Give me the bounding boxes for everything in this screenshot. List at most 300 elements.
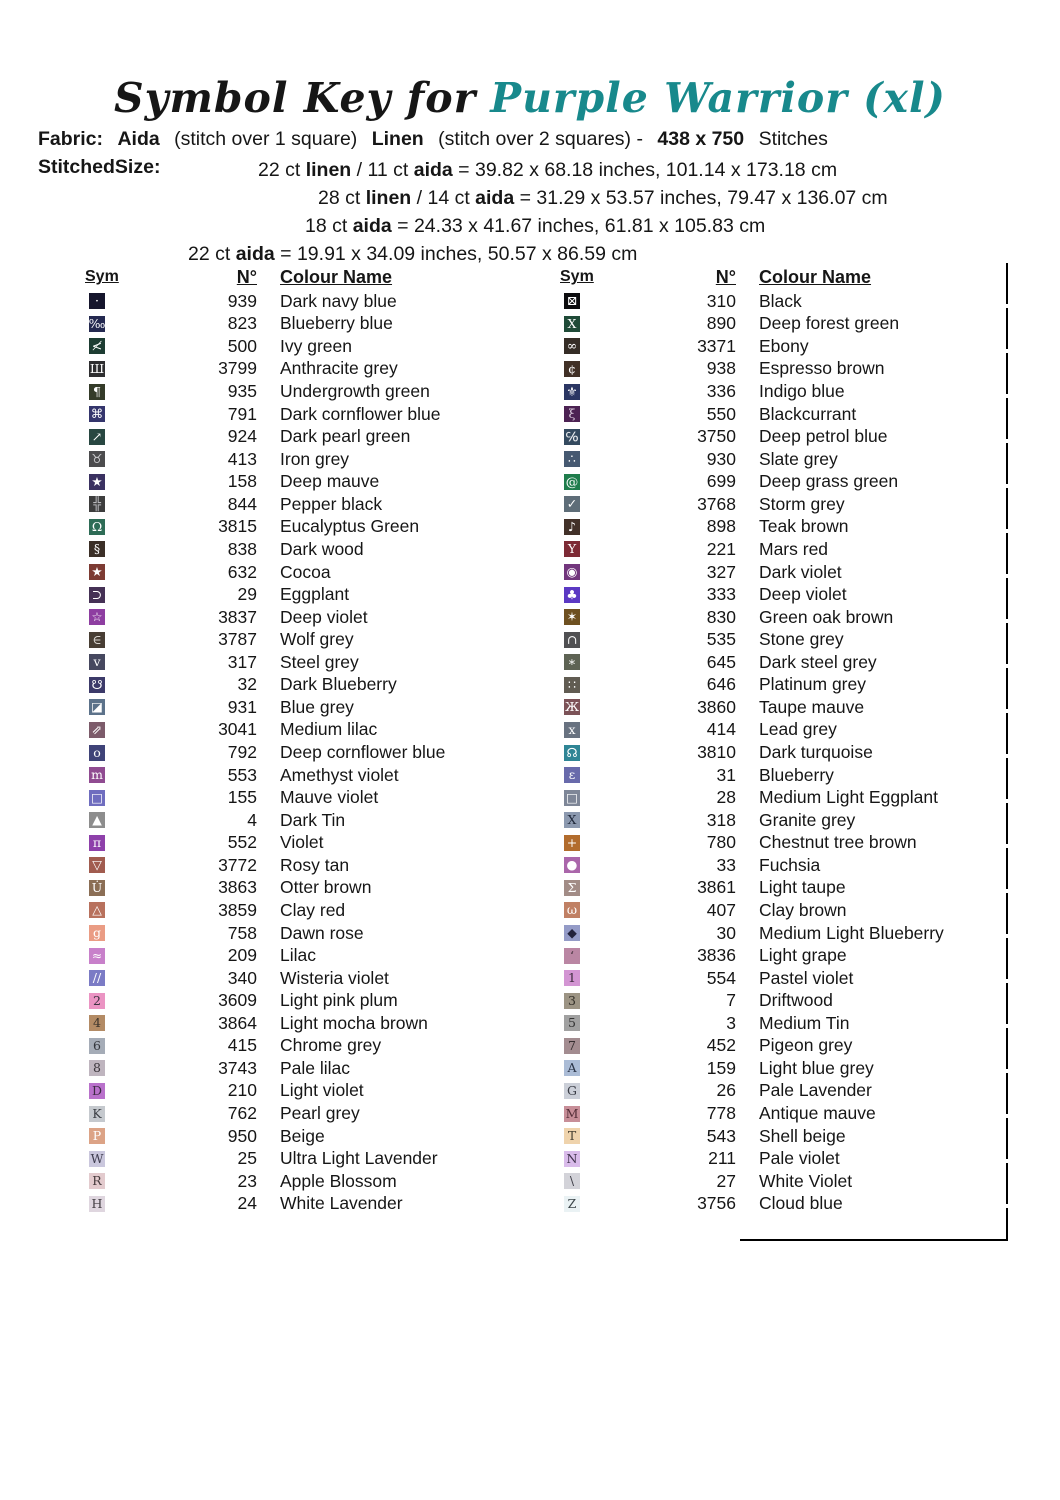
colour-name: Beige <box>280 1125 325 1146</box>
symbol-tile: M <box>565 1105 579 1121</box>
colour-name: Pepper black <box>280 493 383 514</box>
symbol-tile: ● <box>564 857 580 873</box>
table-row <box>85 583 535 606</box>
colour-name: Pale lilac <box>280 1057 351 1078</box>
thread-number: 890 <box>706 313 736 334</box>
symbol-tile: R <box>89 1173 105 1189</box>
stitched-size-line: 28 ct linen / 14 ct aida = 31.29 x 53.57 inches, 79.47 x 136.07 cm <box>318 187 888 209</box>
thread-number: 500 <box>227 335 257 356</box>
symbol-tile: □ <box>564 790 580 806</box>
thread-number: 535 <box>706 629 736 650</box>
thread-number: 209 <box>227 945 257 966</box>
table-row <box>560 719 1010 742</box>
symbol-tile: N <box>564 1151 580 1167</box>
table-row <box>85 1057 535 1080</box>
symbol-tile: P <box>89 1128 105 1144</box>
table-row <box>85 764 535 787</box>
symbol-tile: ‘ <box>564 948 580 964</box>
table-row <box>560 1193 1010 1216</box>
symbol-tile: ∗ <box>564 654 580 670</box>
thread-number: 26 <box>716 1080 736 1101</box>
table-row <box>85 989 535 1012</box>
table-row <box>560 1012 1010 1035</box>
table-row <box>85 922 535 945</box>
colour-name: Light pink plum <box>280 990 398 1011</box>
thread-number: 931 <box>227 696 257 717</box>
colour-name: Deep violet <box>759 584 847 605</box>
symbol-tile: ⌘ <box>90 406 104 422</box>
symbol-tile: 7 <box>564 1038 580 1054</box>
colour-name: Dawn rose <box>280 922 364 943</box>
symbol-tile: x <box>564 722 580 738</box>
symbol-tile: ∞ <box>564 338 580 354</box>
symbol-tile: + <box>564 835 580 851</box>
colour-name: Dark pearl green <box>280 426 411 447</box>
thread-number: 414 <box>706 719 736 740</box>
colour-name: Light blue grey <box>759 1057 874 1078</box>
table-row <box>560 899 1010 922</box>
symbol-tile: G <box>564 1083 580 1099</box>
symbol-tile: U̇ <box>89 880 105 896</box>
thread-number: 3756 <box>697 1193 736 1214</box>
symbol-tile: ξ <box>564 406 580 422</box>
colour-name: Green oak brown <box>759 606 894 627</box>
table-row <box>560 877 1010 900</box>
thread-number: 950 <box>227 1125 257 1146</box>
colour-name: Teak brown <box>759 516 849 537</box>
symbol-tile: 4 <box>89 1015 105 1031</box>
thread-number: 32 <box>237 674 257 695</box>
column-header-sym: Sym <box>85 268 119 285</box>
colour-name: Light taupe <box>759 877 846 898</box>
thread-number: 938 <box>706 358 736 379</box>
fabric-aida-note: (stitch over 1 square) <box>174 128 358 150</box>
symbol-tile: 5 <box>564 1015 580 1031</box>
table-row <box>85 1125 535 1148</box>
table-row <box>85 516 535 539</box>
colour-name: Black <box>759 290 802 311</box>
key-table-right <box>560 265 1010 1215</box>
column-header-name: Colour Name <box>759 266 872 287</box>
table-row <box>85 313 535 336</box>
symbol-tile: 8 <box>89 1060 105 1076</box>
symbol-tile: π <box>89 835 105 851</box>
symbol-tile: ▽ <box>89 857 105 873</box>
colour-name: Deep violet <box>280 606 368 627</box>
table-row <box>85 493 535 516</box>
stitched-size-line: 22 ct linen / 11 ct aida = 39.82 x 68.18 inches, 101.14 x 173.18 cm <box>258 159 838 181</box>
table-row <box>85 832 535 855</box>
symbol-tile: K <box>89 1106 105 1122</box>
thread-number: 898 <box>706 516 736 537</box>
table-row <box>560 335 1010 358</box>
stitched-size-lines <box>188 156 888 268</box>
colour-name: Violet <box>280 832 324 853</box>
colour-name: Undergrowth green <box>280 381 430 402</box>
thread-number: 327 <box>706 561 736 582</box>
symbol-tile: v <box>89 654 105 670</box>
symbol-tile: ⊠ <box>564 293 580 309</box>
thread-number: 310 <box>706 290 736 311</box>
thread-number: 3799 <box>218 358 257 379</box>
page-border-vertical-dashed <box>1006 263 1008 1241</box>
thread-number: 550 <box>706 403 736 424</box>
colour-name: Chrome grey <box>280 1035 382 1056</box>
symbol-tile: // <box>89 970 105 986</box>
stitched-size-label: StitchedSize: <box>38 156 161 178</box>
colour-name: Taupe mauve <box>759 696 865 717</box>
colour-name: Deep petrol blue <box>759 426 888 447</box>
fabric-line <box>38 128 837 151</box>
table-rows-left <box>85 290 535 1215</box>
colour-name: Granite grey <box>759 809 856 830</box>
symbol-tile: ¶ <box>89 384 105 400</box>
symbol-tile: Ω <box>89 519 105 535</box>
table-row <box>85 786 535 809</box>
table-row <box>560 786 1010 809</box>
thread-number: 3750 <box>697 426 736 447</box>
stitched-size-line: 18 ct aida = 24.33 x 41.67 inches, 61.81 x 105.83 cm <box>305 215 766 237</box>
thread-number: 413 <box>227 448 257 469</box>
table-row <box>560 1080 1010 1103</box>
thread-number: 699 <box>706 471 736 492</box>
symbol-tile: ✓ <box>564 496 580 512</box>
colour-name: Light mocha brown <box>280 1012 428 1033</box>
colour-name: Light grape <box>759 945 847 966</box>
colour-name: Pearl grey <box>280 1103 360 1124</box>
symbol-tile: ↗ <box>89 429 105 445</box>
colour-name: Dark turquoise <box>759 742 873 763</box>
table-row <box>85 854 535 877</box>
colour-name: Mars red <box>759 538 829 559</box>
table-row <box>560 313 1010 336</box>
colour-name: Pigeon grey <box>759 1035 853 1056</box>
symbol-tile: ╬ <box>89 496 105 512</box>
colour-name: Pastel violet <box>759 967 854 988</box>
table-row <box>85 1147 535 1170</box>
colour-name: Chestnut tree brown <box>759 832 917 853</box>
symbol-tile: ≮ <box>89 338 105 354</box>
table-row <box>85 1193 535 1216</box>
colour-name: Platinum grey <box>759 674 866 695</box>
symbol-tile: 2 <box>89 993 105 1009</box>
symbol-tile: X <box>564 316 580 332</box>
symbol-tile: W <box>90 1150 104 1166</box>
thread-number: 778 <box>706 1103 736 1124</box>
symbol-tile: ≈ <box>89 948 105 964</box>
colour-name: Ivy green <box>280 335 352 356</box>
colour-name: Ultra Light Lavender <box>280 1148 438 1169</box>
table-row <box>85 335 535 358</box>
colour-name: Rosy tan <box>280 854 350 875</box>
column-header-name: Colour Name <box>280 266 393 287</box>
colour-name: Iron grey <box>280 448 350 469</box>
table-row <box>560 290 1010 313</box>
fabric-label: Fabric: <box>38 128 104 150</box>
table-row <box>85 1170 535 1193</box>
table-row <box>560 538 1010 561</box>
page-border-horizontal <box>740 1239 1008 1241</box>
table-row <box>560 1170 1010 1193</box>
table-row <box>85 425 535 448</box>
table-header-right <box>560 265 1010 289</box>
symbol-tile: ∷ <box>564 677 580 693</box>
colour-name: Blackcurrant <box>759 403 857 424</box>
symbol-tile: @ <box>565 473 579 489</box>
symbol-tile: ∴ <box>564 451 580 467</box>
colour-name: White Lavender <box>280 1193 403 1214</box>
thread-number: 3609 <box>218 990 257 1011</box>
symbol-tile: T <box>564 1128 580 1144</box>
thread-number: 3864 <box>218 1012 257 1033</box>
thread-number: 27 <box>716 1170 736 1191</box>
thread-number: 210 <box>227 1080 257 1101</box>
colour-name: Dark violet <box>759 561 842 582</box>
table-row <box>560 583 1010 606</box>
table-row <box>560 832 1010 855</box>
symbol-tile: △ <box>89 902 105 918</box>
colour-name: Deep mauve <box>280 471 380 492</box>
colour-name: Amethyst violet <box>280 764 399 785</box>
table-row <box>560 809 1010 832</box>
table-row <box>85 1035 535 1058</box>
colour-name: Cloud blue <box>759 1193 843 1214</box>
colour-name: Medium Tin <box>759 1012 850 1033</box>
colour-name: Driftwood <box>759 990 833 1011</box>
symbol-tile: ‰ <box>89 315 105 331</box>
symbol-tile: D <box>89 1083 105 1099</box>
thread-number: 543 <box>706 1125 736 1146</box>
thread-number: 3836 <box>697 945 736 966</box>
colour-name: Eggplant <box>280 584 350 605</box>
table-row <box>85 651 535 674</box>
colour-name: Slate grey <box>759 448 838 469</box>
thread-number: 935 <box>227 381 257 402</box>
symbol-tile: Ш <box>89 360 105 376</box>
symbol-tile: ⚜ <box>564 384 580 400</box>
symbol-tile: Z <box>564 1196 580 1212</box>
thread-number: 3815 <box>218 516 257 537</box>
symbol-tile: ε <box>564 767 580 783</box>
table-row <box>560 1125 1010 1148</box>
table-row <box>85 696 535 719</box>
colour-name: Wolf grey <box>280 629 354 650</box>
thread-number: 930 <box>706 448 736 469</box>
stitch-count: 438 x 750 <box>657 128 745 150</box>
thread-number: 3743 <box>218 1057 257 1078</box>
symbol-tile: ☊ <box>564 745 580 761</box>
table-row <box>560 516 1010 539</box>
colour-name: Indigo blue <box>759 381 845 402</box>
thread-number: 838 <box>227 538 257 559</box>
stitched-size-line: 22 ct aida = 19.91 x 34.09 inches, 50.57 x 86.59 cm <box>188 243 638 265</box>
colour-name: Medium Light Blueberry <box>759 922 944 943</box>
symbol-tile: ω <box>564 902 580 918</box>
symbol-tile: H <box>89 1196 105 1212</box>
symbol-tile: ♪ <box>564 519 580 535</box>
thread-number: 33 <box>716 854 736 875</box>
table-row <box>560 967 1010 990</box>
colour-name: Deep cornflower blue <box>280 742 446 763</box>
symbol-tile: g <box>89 925 105 941</box>
thread-number: 7 <box>726 990 736 1011</box>
table-row <box>85 403 535 426</box>
table-row <box>85 809 535 832</box>
thread-number: 318 <box>706 809 736 830</box>
fabric-aida: Aida <box>117 128 160 150</box>
symbol-tile: ✶ <box>564 609 580 625</box>
thread-number: 3837 <box>218 606 257 627</box>
symbol-tile: ▲ <box>89 812 105 828</box>
symbol-tile: 6 <box>89 1038 105 1054</box>
colour-name: Dark wood <box>280 538 364 559</box>
colour-name: Dark steel grey <box>759 651 877 672</box>
thread-number: 554 <box>706 967 736 988</box>
symbol-tile: · <box>89 293 105 309</box>
symbol-tile: ★ <box>89 474 105 490</box>
thread-number: 553 <box>227 764 257 785</box>
symbol-tile: m <box>89 767 105 783</box>
colour-name: Blueberry <box>759 764 834 785</box>
colour-name: Ebony <box>759 335 809 356</box>
thread-number: 758 <box>227 922 257 943</box>
table-row <box>560 403 1010 426</box>
table-row <box>85 899 535 922</box>
table-row <box>560 944 1010 967</box>
symbol-tile: Y <box>564 541 580 557</box>
table-row <box>85 448 535 471</box>
thread-number: 155 <box>227 787 257 808</box>
colour-name: Dark cornflower blue <box>280 403 441 424</box>
colour-name: Eucalyptus Green <box>280 516 420 537</box>
colour-name: Dark navy blue <box>280 290 397 311</box>
column-header-sym: Sym <box>560 268 594 285</box>
colour-name: Steel grey <box>280 651 359 672</box>
thread-number: 340 <box>227 967 257 988</box>
colour-name: Medium lilac <box>280 719 378 740</box>
symbol-tile: □ <box>89 790 105 806</box>
fabric-linen: Linen <box>371 128 424 150</box>
table-row <box>85 741 535 764</box>
symbol-tile: \ <box>564 1173 580 1189</box>
colour-name: Dark Tin <box>280 809 346 830</box>
column-header-number: N° <box>715 266 736 287</box>
thread-number: 762 <box>227 1103 257 1124</box>
table-row <box>85 1012 535 1035</box>
table-header-left <box>85 265 535 289</box>
thread-number: 24 <box>237 1193 257 1214</box>
thread-number: 3 <box>726 1012 736 1033</box>
symbol-tile: ◉ <box>564 564 580 580</box>
fabric-linen-note: (stitch over 2 squares) - <box>438 128 643 150</box>
table-row <box>560 741 1010 764</box>
table-row <box>85 290 535 313</box>
table-row <box>560 606 1010 629</box>
thread-number: 407 <box>706 899 736 920</box>
colour-name: Deep forest green <box>759 313 900 334</box>
symbol-tile: Χ <box>564 812 580 828</box>
table-row <box>560 1057 1010 1080</box>
table-row <box>560 696 1010 719</box>
thread-number: 645 <box>706 651 736 672</box>
colour-name: Apple Blossom <box>280 1170 397 1191</box>
table-row <box>85 606 535 629</box>
thread-number: 28 <box>716 787 736 808</box>
table-row <box>85 471 535 494</box>
title-pattern-name: Purple Warrior (xl) <box>490 74 946 122</box>
table-row <box>85 561 535 584</box>
colour-name: Cocoa <box>280 561 331 582</box>
symbol-tile: ♣ <box>564 587 580 603</box>
column-header-number: N° <box>236 266 257 287</box>
thread-number: 452 <box>706 1035 736 1056</box>
table-row <box>85 380 535 403</box>
table-row <box>560 1035 1010 1058</box>
thread-number: 3041 <box>218 719 257 740</box>
table-row <box>85 944 535 967</box>
thread-number: 939 <box>227 290 257 311</box>
table-row <box>560 380 1010 403</box>
thread-number: 780 <box>706 832 736 853</box>
thread-number: 552 <box>227 832 257 853</box>
thread-number: 4 <box>247 809 257 830</box>
table-row <box>560 764 1010 787</box>
symbol-tile: ¢ <box>564 361 580 377</box>
symbol-tile: § <box>89 541 105 557</box>
symbol-tile: A <box>564 1060 580 1076</box>
symbol-tile: 3 <box>564 993 580 1009</box>
symbol-tile: ☆ <box>89 609 105 625</box>
key-table-left <box>85 265 535 1215</box>
table-row <box>560 628 1010 651</box>
table-row <box>85 538 535 561</box>
table-row <box>85 674 535 697</box>
thread-number: 830 <box>706 606 736 627</box>
colour-name: White Violet <box>759 1170 853 1191</box>
colour-name: Light violet <box>280 1080 364 1101</box>
table-row <box>560 425 1010 448</box>
thread-number: 632 <box>227 561 257 582</box>
thread-number: 415 <box>227 1035 257 1056</box>
page-title <box>0 74 1060 122</box>
symbol-tile: ∈ <box>89 632 105 648</box>
colour-name: Antique mauve <box>759 1103 876 1124</box>
symbol-tile: ★ <box>89 564 105 580</box>
symbol-tile: Ж <box>564 699 580 715</box>
table-row <box>85 719 535 742</box>
colour-name: Fuchsia <box>759 854 821 875</box>
thread-number: 823 <box>227 313 257 334</box>
thread-number: 30 <box>716 922 736 943</box>
table-row <box>85 877 535 900</box>
thread-number: 29 <box>237 584 257 605</box>
table-row <box>560 471 1010 494</box>
colour-name: Wisteria violet <box>280 967 389 988</box>
thread-number: 31 <box>716 764 736 785</box>
colour-name: Pale violet <box>759 1148 840 1169</box>
thread-number: 3768 <box>697 493 736 514</box>
thread-number: 3371 <box>697 335 736 356</box>
colour-name: Deep grass green <box>759 471 899 492</box>
thread-number: 336 <box>706 381 736 402</box>
table-row <box>560 448 1010 471</box>
thread-number: 3860 <box>697 696 736 717</box>
colour-name: Blueberry blue <box>280 313 393 334</box>
symbol-tile: ◪ <box>89 699 105 715</box>
thread-number: 158 <box>227 471 257 492</box>
table-row <box>560 674 1010 697</box>
table-row <box>560 561 1010 584</box>
